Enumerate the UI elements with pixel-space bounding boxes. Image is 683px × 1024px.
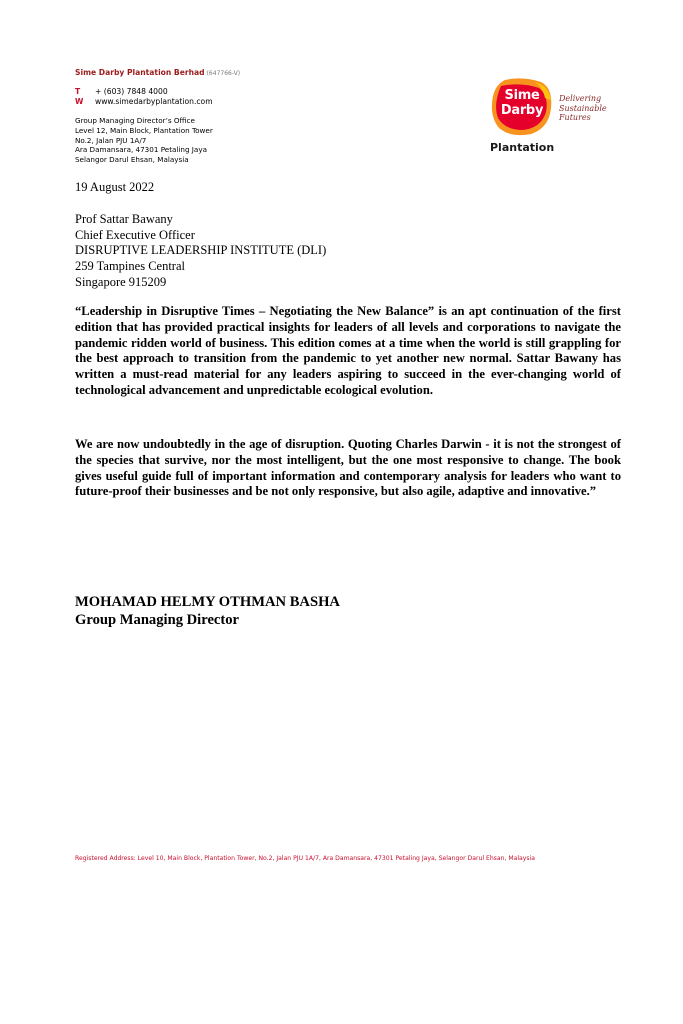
office-line: Group Managing Director’s Office	[75, 116, 195, 125]
recipient-name: Prof Sattar Bawany	[75, 212, 173, 226]
recipient-street: 259 Tampines Central	[75, 259, 185, 274]
sime-darby-logo	[491, 78, 621, 158]
office-address	[75, 116, 213, 165]
logo-division: Plantation	[490, 141, 555, 154]
office-line: No.2, Jalan PJU 1A/7	[75, 135, 147, 145]
tagline-line: Sustainable	[559, 103, 607, 113]
office-line: Level 12, Main Block, Plantation Tower	[75, 125, 213, 135]
recipient-organization: DISRUPTIVE LEADERSHIP INSTITUTE (DLI)	[75, 243, 327, 258]
recipient-title: Chief Executive Officer	[75, 227, 195, 242]
office-line: Ara Damansara, 47301 Petaling Jaya	[75, 145, 207, 155]
signatory-title: Group Managing Director	[75, 612, 240, 628]
logo-word-sime: Sime	[504, 88, 540, 103]
signatory-name: MOHAMAD HELMY OTHMAN BASHA	[75, 594, 340, 610]
phone-key: T	[75, 87, 81, 96]
letter-date: 19 August 2022	[75, 180, 155, 194]
body-paragraph-1: “Leadership in Disruptive Times – Negotiating the New Balance” is an apt continuation of the first edition that has provided practical insights for leaders of all levels and corporations to navigate the pandemic ridden world of business. This edition comes at a time when the world is still grappling for the best approach to transition from the pandemic to yet another new normal. Sattar Bawany has written a must-read material for any leaders aspiring to succeed in the ever-changing world of technological advancement and unpredictable ecological evolution.	[75, 304, 621, 397]
logo-tagline	[559, 94, 607, 123]
tagline-line: Futures	[559, 113, 591, 122]
recipient-address	[75, 212, 326, 291]
website-key: W	[75, 97, 84, 106]
website-link[interactable]: www.simedarbyplantation.com	[95, 97, 213, 106]
recipient-city: Singapore 915209	[75, 274, 167, 289]
body-paragraph-2: We are now undoubtedly in the age of disruption. Quoting Charles Darwin - it is not the strongest of the species that survive, nor the most intelligent, but the one most responsive to change. The book gives useful guide full of important information and contemporary analysis for leaders who want to future-proof their businesses and be not only responsive, but also agile, adaptive and innovative.”	[75, 437, 621, 499]
website-line	[75, 97, 213, 106]
logo-wordmark	[491, 88, 553, 118]
logo-word-darby: Darby	[500, 103, 544, 118]
phone-line	[75, 87, 168, 96]
office-line: Selangor Darul Ehsan, Malaysia	[75, 155, 189, 165]
tagline-line: Delivering	[559, 94, 602, 103]
registered-address-footer: Registered Address: Level 10, Main Block, Plantation Tower, No.2, Jalan PJU 1A/7, Ara Damansara, 47301 Petaling Jaya, Selangor Darul Ehsan, Malaysia	[75, 855, 535, 862]
phone-number: + (603) 7848 4000	[95, 87, 168, 96]
company-name-text: Sime Darby Plantation Berhad	[75, 68, 205, 77]
company-reg-number: (647766-V)	[206, 70, 241, 77]
company-name	[75, 68, 240, 77]
